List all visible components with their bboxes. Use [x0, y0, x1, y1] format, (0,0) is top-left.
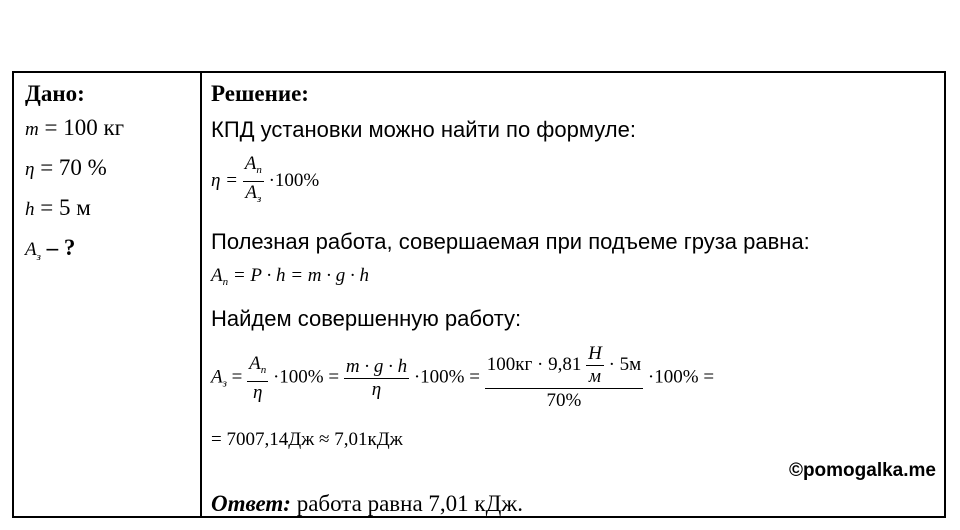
given-title: Дано:: [25, 81, 85, 106]
given-height: h = 5 м: [25, 195, 91, 220]
solution-title: Решение:: [211, 81, 309, 106]
formula-useful-work: $A_п = P \cdot h = m \cdot g \cdot h$: [211, 265, 369, 288]
formula-total-work: $A_з$ = $\frac{A_п}{\eta}$ ·100% = $\frac{m \cdot g \cdot h}{\eta}$ ·100% = 100кг · 9,81 $\frac{Н}{м}$ · 5м 70% ·100% =: [211, 343, 715, 411]
solution-text-2: Полезная работа, совершаемая при подъеме груза равна:: [211, 229, 810, 254]
answer: Ответ: работа равна 7,01 кДж.: [211, 491, 523, 516]
given-mass: m = 100 кг: [25, 115, 125, 140]
column-divider: [200, 73, 202, 516]
task-table: [12, 71, 946, 518]
watermark: ©pomogalka.me: [788, 460, 936, 481]
given-efficiency: η = 70 %: [25, 155, 107, 180]
solution-column: [211, 73, 936, 516]
formula-result: = 7007,14Дж ≈ 7,01кДж: [211, 429, 403, 450]
given-column: [25, 79, 195, 276]
solution-text-3: Найдем совершенную работу:: [211, 306, 522, 331]
solution-text-1: КПД установки можно найти по формуле:: [211, 117, 636, 142]
given-unknown: $A_з$ – ?: [25, 235, 76, 263]
formula-efficiency: η = $\frac{A_п}{A_з}$ ·100%: [211, 153, 320, 205]
